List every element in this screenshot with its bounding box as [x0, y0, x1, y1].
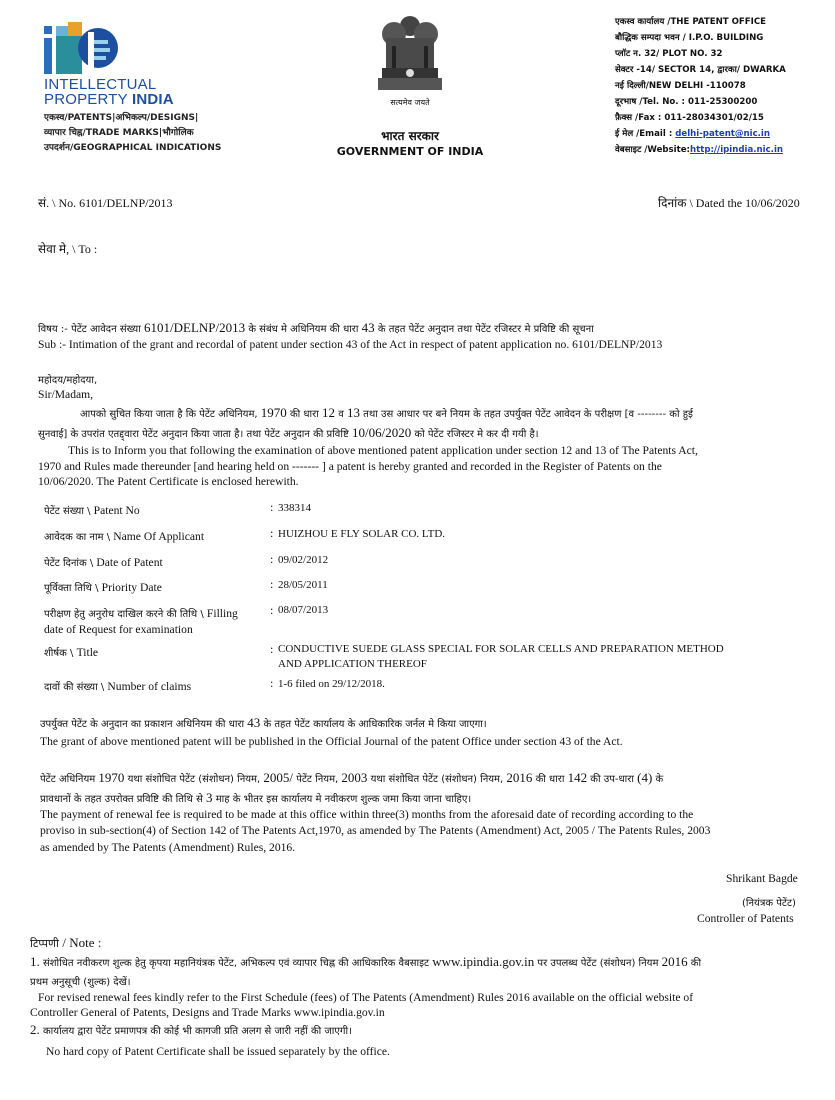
subject-hindi: विषय :- पेटेंट आवेदन संख्या 6101/DELNP/2013 के संबंध मे अधिनियम की धारा 43 के तहत पेटेंट अनुदान तथा पेटेंट रजिस्टर मे प्रविष्टि की सूचना	[38, 320, 594, 335]
detail-colon: :	[270, 577, 274, 591]
website-line: वेबसाइट /Website:http://ipindia.nic.in	[615, 145, 784, 155]
detail-colon: :	[270, 676, 274, 690]
note1-hindi-line2: प्रथम अनुसूची (शुल्क) देखें।	[30, 977, 131, 988]
title-value-line1: CONDUCTIVE SUEDE GLASS SPECIAL FOR SOLAR CELLS AND PREPARATION METHOD	[278, 643, 724, 655]
logo-text-line1: INTELLECTUAL	[44, 76, 157, 93]
address-line: नई दिल्ली/NEW DELHI -110078	[615, 81, 746, 91]
date-of-patent-value: 09/02/2012	[278, 554, 329, 566]
detail-label-patent-no: पेटेंट संख्या \ Patent No	[44, 504, 140, 517]
detail-colon: :	[270, 603, 274, 617]
detail-colon: :	[270, 642, 274, 656]
email-line: ई मेल /Email : delhi-patent@nic.in	[615, 129, 770, 139]
para1-english-line2: 1970 and Rules made thereunder [and hearing held on ------- ] a patent is hereby granted and recorded in the Register of Patents on the	[38, 460, 662, 473]
reference-number: सं. \ No. 6101/DELNP/2013	[38, 196, 173, 210]
letter-date: दिनांक \ Dated the 10/06/2020	[658, 196, 800, 210]
address-line: सेक्टर -14/ SECTOR 14, द्वारका/ DWARKA	[615, 65, 786, 75]
detail-label-filing-date-cont: date of Request for examination	[44, 623, 193, 636]
detail-label-applicant: आवेदक का नाम \ Name Of Applicant	[44, 530, 205, 543]
renewal-english-line3: as amended by The Patents (Amendment) Rules, 2016.	[40, 841, 296, 854]
title-value-line2: AND APPLICATION THEREOF	[278, 658, 427, 670]
detail-label-date-of-patent: पेटेंट दिनांक \ Date of Patent	[44, 556, 163, 569]
detail-colon: :	[270, 552, 274, 566]
phone-line: दूरभाष /Tel. No. : 011-25300200	[615, 97, 758, 107]
note1-hindi-line1: 1. संशोधित नवीकरण शुल्क हेतु कृपया महानियंत्रक पेटेंट, अभिकल्प एवं व्यापार चिह्न की आधिकारिक वैबसाइट www.ipindia.gov.in पर उपलब्ध पेटेंट (संशोधन) नियम 2016 की	[30, 954, 702, 969]
note-heading: टिप्पणी / Note :	[30, 935, 102, 950]
signatory-title: Controller of Patents	[697, 912, 794, 925]
note1-english-line1: For revised renewal fees kindly refer to the First Schedule (fees) of The Patents (Amendment) Rules 2016 available on the official website of	[38, 991, 694, 1004]
salutation-hindi: महोदय/महोदया,	[38, 375, 98, 386]
renewal-english-line1: The payment of renewal fee is required to be made at this office within three(3) months from the aforesaid date of recording according to the	[40, 808, 694, 821]
applicant-value: HUIZHOU E FLY SOLAR CO. LTD.	[278, 528, 446, 540]
detail-label-claims: दावों की संख्या \ Number of claims	[44, 680, 192, 693]
filing-date-value: 08/07/2013	[278, 604, 329, 616]
logo-text-line2: PROPERTY INDIA	[44, 91, 174, 108]
publication-english: The grant of above mentioned patent will be published in the Official Journal of the patent Office under section 43 of the Act.	[40, 735, 623, 748]
para1-english-line1: This is to Inform you that following the examination of above mentioned patent application under section 12 and 13 of The Patents Act,	[68, 444, 698, 457]
ip-india-logo	[44, 22, 120, 78]
note2-hindi: 2. कार्यालय द्वारा पेटेंट प्रमाणपत्र की कोई भी कागजी प्रति अलग से जारी नहीं की जाएगी।	[30, 1022, 352, 1037]
detail-label-priority-date: पूर्विक्ता तिथि \ Priority Date	[44, 581, 162, 594]
claims-value: 1-6 filed on 29/12/2018.	[278, 678, 385, 690]
detail-label-title: शीर्षक \ Title	[44, 646, 99, 659]
logo-sub-line2: व्यापार चिह्न/TRADE MARKS|भौगोलिक	[44, 128, 194, 138]
recipient-to: सेवा मे, \ To :	[38, 242, 98, 256]
emblem-motto: सत्यमेव जयते	[390, 98, 430, 107]
detail-colon: :	[270, 500, 274, 514]
detail-colon: :	[270, 526, 274, 540]
signatory-name: Shrikant Bagde	[726, 872, 798, 885]
logo-sub-line3: उपदर्शन/GEOGRAPHICAL INDICATIONS	[44, 143, 222, 153]
address-line: प्लॉट न. 32/ PLOT NO. 32	[615, 49, 723, 59]
para1-english-line3: 10/06/2020. The Patent Certificate is enclosed herewith.	[38, 475, 299, 488]
address-line: एकस्व कार्यालय /THE PATENT OFFICE	[615, 17, 767, 27]
note1-english-line2: Controller General of Patents, Designs and Trade Marks www.ipindia.gov.in	[30, 1006, 385, 1019]
salutation-english: Sir/Madam,	[38, 388, 94, 401]
website-link[interactable]: http://ipindia.nic.in	[690, 145, 784, 155]
renewal-hindi-line2: प्रावधानों के तहत उपरोक्त प्रविष्टि की तिथि से 3 माह के भीतर इस कार्यालय मे नवीकरण शुल्क जमा किया जाना चाहिए।	[40, 790, 472, 805]
fax-line: फ़ैक्स /Fax : 011-28034301/02/15	[615, 113, 764, 123]
address-line: बौद्धिक सम्पदा भवन / I.P.O. BUILDING	[615, 33, 764, 43]
email-link[interactable]: delhi-patent@nic.in	[675, 129, 770, 139]
para1-hindi-line1: आपको सुचित किया जाता है कि पेटेंट अधिनियम, 1970 की धारा 12 व 13 तथा उस आधार पर बने नियम के तहत उपर्युक्त पेटेंट आवेदन के परीक्षण [व -------- को हुई	[80, 405, 693, 420]
signatory-hindi-title: (नियंत्रक पेटेंट)	[742, 898, 796, 909]
national-emblem	[374, 12, 446, 100]
renewal-english-line2: proviso in sub-section(4) of Section 142 of The Patents Act,1970, as amended by The Patents (Amendment) Act, 2005 / The Patents Rules, 2003	[40, 824, 711, 837]
logo-sub-line1: एकस्व/PATENTS|अभिकल्प/DESIGNS|	[44, 113, 199, 123]
priority-date-value: 28/05/2011	[278, 579, 328, 591]
note2-english: No hard copy of Patent Certificate shall be issued separately by the office.	[46, 1045, 390, 1058]
gov-title-english: GOVERNMENT OF INDIA	[336, 145, 484, 158]
para1-hindi-line2: सुनवाई] के उपरांत एतद्द्वारा पेटेंट अनुदान किया जाता है। तथा पेटेंट अनुदान की प्रविष्टि 10/06/2020 को पेटेंट रजिस्टर मे कर दी गयी है।	[38, 425, 539, 440]
gov-title-hindi: भारत सरकार	[381, 129, 439, 143]
subject-english: Sub :- Intimation of the grant and recordal of patent under section 43 of the Act in respect of patent application no. 6101/DELNP/2013	[38, 338, 663, 351]
patent-number-value: 338314	[278, 502, 311, 514]
detail-label-filing-date: परीक्षण हेतु अनुरोध दाखिल करने की तिथि \ Filling	[44, 607, 238, 620]
renewal-hindi-line1: पेटेंट अधिनियम 1970 यथा संशोधित पेटेंट (संशोधन) नियम, 2005/ पेटेंट नियम, 2003 यथा संशोधित पेटेंट (संशोधन) नियम, 2016 की धारा 142 की उप-धारा (4) के	[40, 770, 664, 785]
publication-hindi: उपर्युक्त पेटेंट के अनुदान का प्रकाशन अधिनियम की धारा 43 के तहत पेटेंट कार्यालय के आधिकारिक जर्नल मे किया जाएगा।	[40, 715, 487, 730]
